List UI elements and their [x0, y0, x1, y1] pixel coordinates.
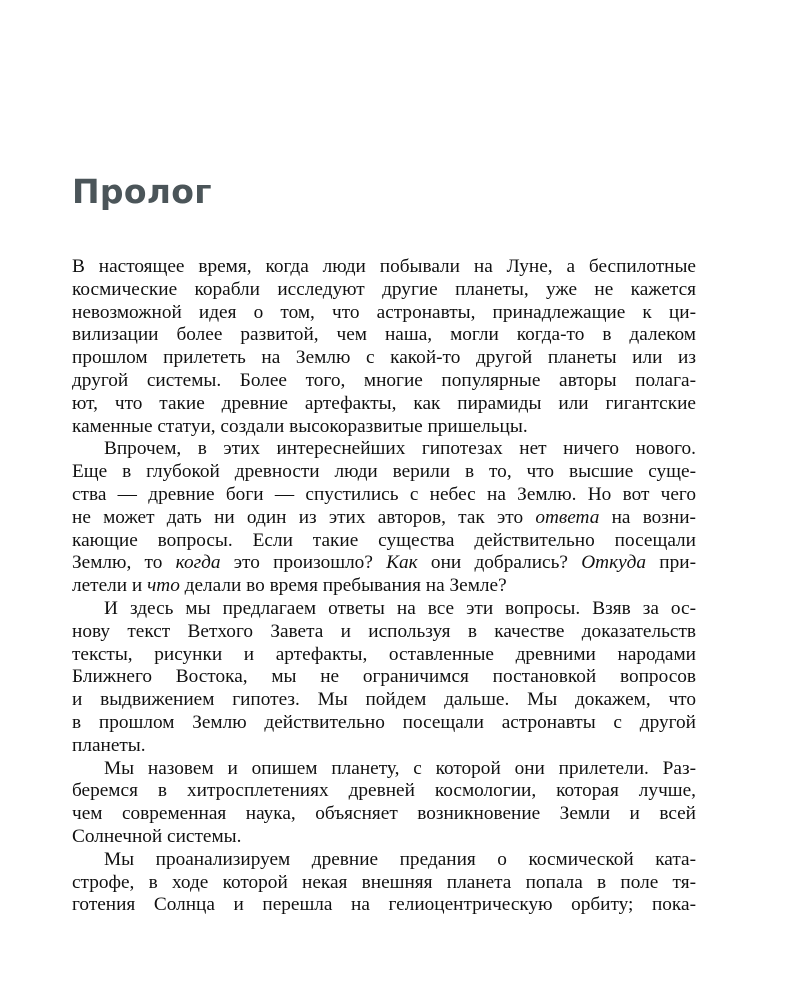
text-segment: невозможной идея о том, что астронавты, принадлежащие к ци-: [72, 301, 696, 323]
text-line: [72, 712, 696, 735]
text-segment: другой системы. Более того, многие популярные авторы полага-: [72, 369, 696, 391]
text-segment: это произошло?: [220, 552, 387, 574]
text-line: [72, 461, 696, 484]
text-line: [72, 416, 696, 439]
text-line: [72, 735, 696, 758]
text-segment: на возни-: [599, 506, 696, 528]
text-segment: при-: [646, 552, 696, 574]
emphasis: когда: [175, 552, 221, 574]
text-segment: Впрочем, в этих интереснейших гипотезах нет ничего нового.: [104, 438, 696, 460]
emphasis: Как: [386, 552, 418, 574]
text-line: [72, 826, 696, 849]
text-segment: летели и: [72, 575, 148, 597]
text-line: [72, 644, 696, 667]
text-segment: И здесь мы предлагаем ответы на все эти вопросы. Взяв за ос-: [104, 597, 696, 619]
text-line: [72, 256, 696, 279]
text-segment: беремся в хитросплетениях древней космологии, которая лучше,: [72, 780, 696, 802]
text-segment: ства — древние боги — спустились с небес на Землю. Но вот чего: [72, 483, 696, 505]
emphasis: ответа: [535, 506, 600, 528]
text-line: [72, 324, 696, 347]
text-segment: планеты.: [72, 734, 146, 756]
text-segment: тексты, рисунки и артефакты, оставленные древними народами: [72, 643, 696, 665]
text-segment: чем современная наука, объясняет возникновение Земли и всей: [72, 803, 696, 825]
text-segment: ют, что такие древние артефакты, как пирамиды или гигантские: [72, 392, 696, 414]
emphasis: Откуда: [581, 552, 647, 574]
text-line: [72, 780, 696, 803]
text-line: [72, 803, 696, 826]
text-segment: делали во время пребывания на Земле?: [179, 575, 507, 597]
text-segment: они добрались?: [417, 552, 582, 574]
emphasis: что: [147, 575, 180, 597]
paragraph: [72, 758, 696, 849]
text-segment: в прошлом Землю действительно посещали астронавты с другой: [72, 711, 696, 733]
text-segment: вилизации более развитой, чем наша, могли когда-то в далеком: [72, 324, 696, 346]
text-segment: строфе, в ходе которой некая внешняя планета попала в поле тя-: [72, 871, 696, 893]
text-segment: Мы проанализируем древние предания о космической ката-: [104, 848, 696, 870]
text-segment: Солнечной системы.: [72, 825, 242, 847]
text-line: [72, 758, 696, 781]
paragraph: [72, 598, 696, 758]
text-line: [72, 872, 696, 895]
text-line: [72, 552, 696, 575]
text-line: [72, 279, 696, 302]
text-line: [72, 484, 696, 507]
text-segment: и выдвижением гипотез. Мы пойдем дальше. Мы докажем, что: [72, 689, 696, 711]
text-line: [72, 689, 696, 712]
text-segment: Землю, то: [72, 552, 176, 574]
text-segment: В настоящее время, когда люди побывали на Луне, а беспилотные: [72, 256, 696, 277]
text-segment: Мы назовем и опишем планету, с которой они прилетели. Раз-: [104, 757, 696, 779]
text-segment: каменные статуи, создали высокоразвитые пришельцы.: [72, 415, 528, 437]
paragraph: [72, 256, 696, 438]
text-segment: Еще в глубокой древности люди верили в то, что высшие суще-: [72, 461, 696, 483]
text-segment: прошлом прилететь на Землю с какой-то другой планеты или из: [72, 347, 696, 369]
text-line: [72, 849, 696, 872]
text-line: [72, 347, 696, 370]
text-segment: Ближнего Востока, мы не ограничимся постановкой вопросов: [72, 666, 696, 688]
text-line: [72, 621, 696, 644]
body-text: [72, 256, 696, 917]
text-segment: кающие вопросы. Если такие существа действительно посещали: [72, 529, 696, 551]
text-line: [72, 370, 696, 393]
text-segment: не может дать ни один из этих авторов, так это: [72, 506, 536, 528]
text-line: [72, 530, 696, 553]
paragraph: [72, 849, 696, 917]
text-segment: готения Солнца и перешла на гелиоцентрическую орбиту; пока-: [72, 894, 696, 916]
text-line: [72, 393, 696, 416]
text-line: [72, 575, 696, 598]
text-line: [72, 598, 696, 621]
text-line: [72, 666, 696, 689]
text-line: [72, 438, 696, 461]
text-segment: космические корабли исследуют другие планеты, уже не кажется: [72, 278, 696, 300]
text-line: [72, 894, 696, 917]
text-line: [72, 302, 696, 325]
chapter-title: Пролог: [72, 172, 212, 211]
paragraph: [72, 438, 696, 598]
text-line: [72, 507, 696, 530]
text-segment: нову текст Ветхого Завета и используя в качестве доказательств: [72, 620, 696, 642]
